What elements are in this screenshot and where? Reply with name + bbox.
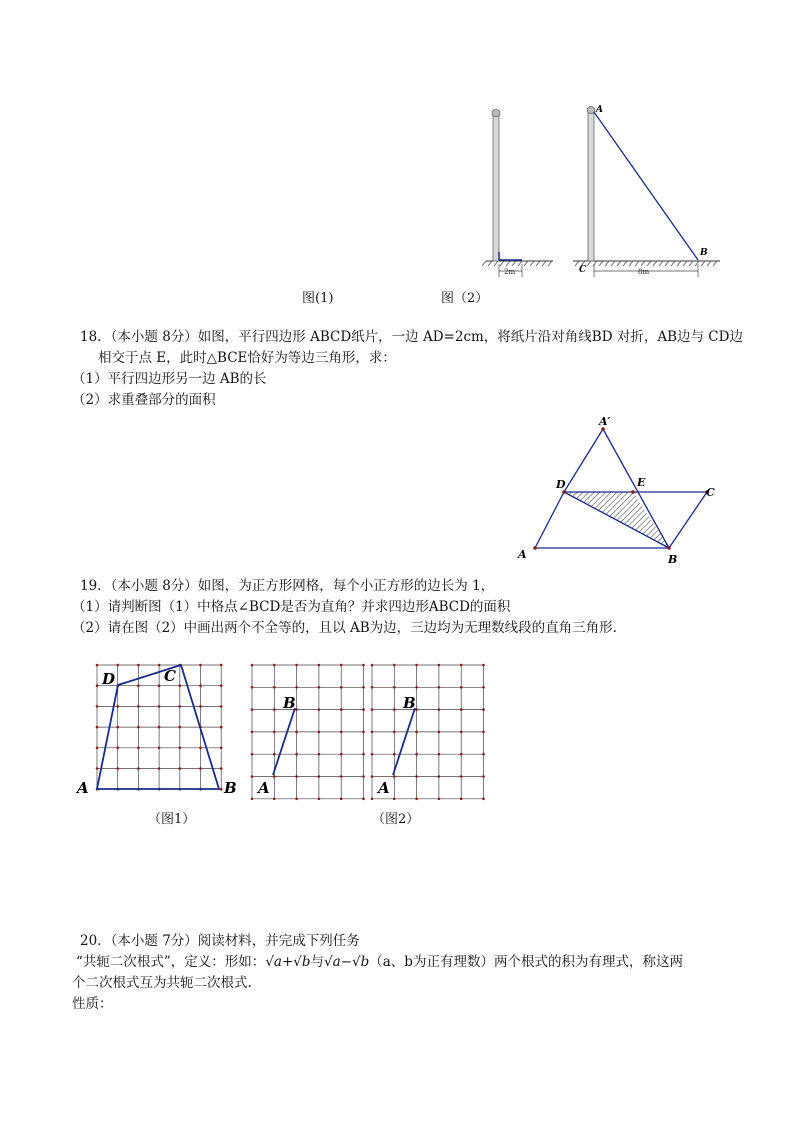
q19-sub1: （1）请判断图（1）中格点∠BCD是否为直角？并求四边形ABCD的面积 — [72, 599, 511, 615]
grid-figure-2b — [365, 655, 485, 805]
grid1-label-A: A — [77, 779, 89, 797]
label-C: C — [706, 486, 715, 499]
q20-expr2: √a−√b — [324, 954, 370, 970]
dim-8m: 8m — [638, 268, 650, 276]
label-A: A — [596, 105, 603, 115]
caption-fig1: 图(1) — [302, 291, 334, 306]
grid1-label-D: D — [102, 670, 116, 688]
dim-2m: 2m — [504, 268, 516, 276]
q18-line2: 相交于点 E，此时△BCE恰好为等边三角形，求： — [98, 350, 396, 366]
grid2b-label-B: B — [403, 694, 416, 712]
label-C: C — [579, 265, 587, 275]
label-B: B — [668, 553, 678, 566]
q20-def-part1: “共轭二次根式”，定义：形如： — [76, 954, 266, 970]
q20-line3: 个二次根式互为共轭二次根式. — [72, 975, 252, 991]
grid2a-label-B: B — [283, 694, 296, 712]
poles-figure — [478, 100, 728, 280]
caption-grid2: （图2） — [372, 812, 420, 827]
q20-line1: 20．（本小题 7分）阅读材料，并完成下列任务 — [80, 933, 360, 949]
q18-sub2: （2）求重叠部分的面积 — [72, 392, 216, 408]
q19-line1: 19．（本小题 8分）如图，为正方形网格，每个小正方形的边长为 1， — [80, 578, 495, 594]
q18-sub1: （1）平行四边形另一边 AB的长 — [72, 371, 267, 387]
q20-def-part2: （a、b为正有理数）两个根式的积为有理式，称这两 — [369, 954, 683, 970]
label-B: B — [700, 248, 708, 258]
q18-line1: 18．（本小题 8分）如图，平行四边形 ABCD纸片，一边 AD=2cm，将纸片沿对角线BD 对折，AB边与 CD边 — [80, 329, 743, 345]
label-D: D — [556, 478, 566, 491]
q20-with: 与 — [310, 954, 325, 970]
label-E: E — [637, 476, 646, 489]
label-A-prime: A′ — [599, 415, 611, 428]
grid1-label-B: B — [224, 779, 237, 797]
q20-line4: 性质： — [72, 996, 113, 1012]
caption-grid1: （图1） — [148, 812, 196, 827]
q19-sub2: （2）请在图（2）中画出两个不全等的，且以 AB为边，三边均为无理数线段的直角三角形. — [72, 620, 617, 636]
grid-figure-2a — [245, 655, 365, 805]
grid1-label-C: C — [164, 667, 176, 685]
q20-expr1: √a+√b — [265, 954, 311, 970]
q20-line2 — [76, 953, 683, 971]
grid-figure-1 — [75, 655, 245, 805]
parallelogram-figure — [510, 412, 730, 572]
grid2a-label-A: A — [258, 779, 270, 797]
label-A: A — [518, 548, 527, 561]
grid2b-label-A: A — [378, 779, 390, 797]
caption-fig2: 图（2） — [441, 291, 489, 306]
